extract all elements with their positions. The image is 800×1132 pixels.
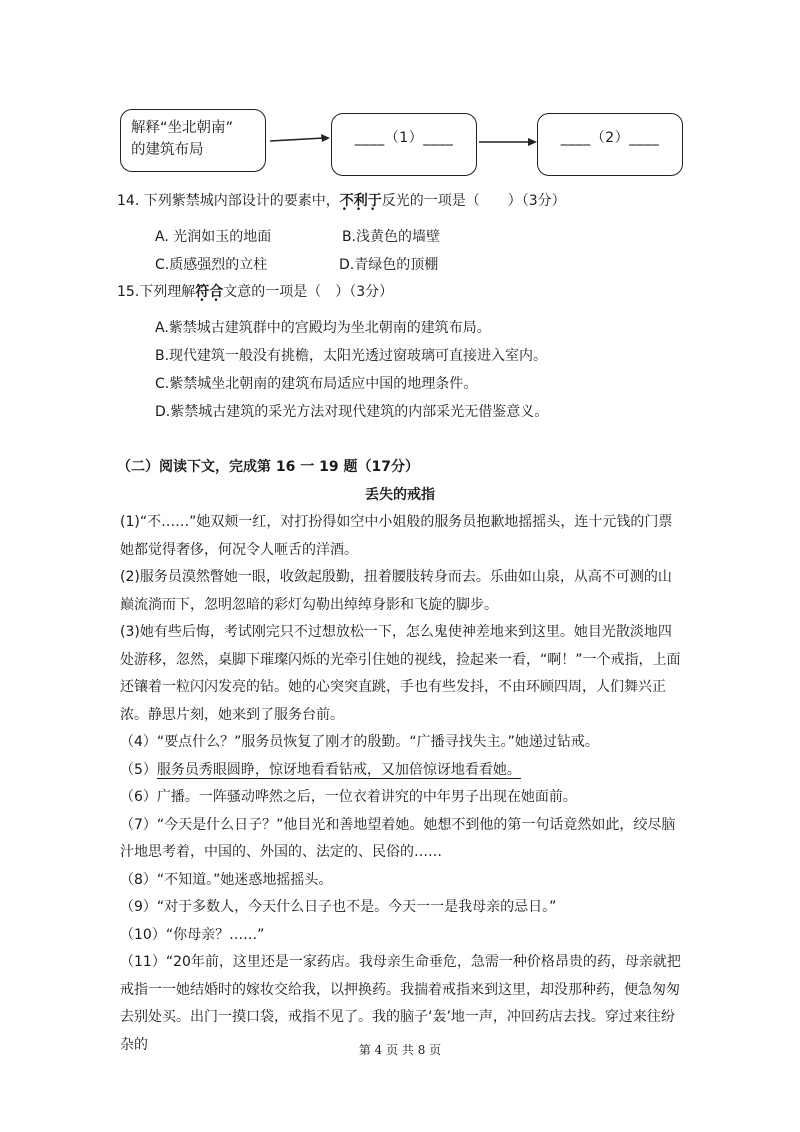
- q14-option-b: B.浅黄色的墙壁: [342, 229, 441, 245]
- flow-blank-2-text: ____（2）____: [560, 130, 660, 146]
- q14-option-d: D.青绿色的顶棚: [339, 257, 439, 273]
- paragraph-5-number: （5）: [120, 761, 157, 778]
- paragraph-10: （10）“你母亲？……”: [120, 926, 265, 943]
- paragraph-4: （4）“要点什么？”服务员恢复了刚才的殷勤。“广播寻找失主。”她递过钻戒。: [120, 734, 599, 750]
- q15-option-b: B.现代建筑一般没有挑檐，太阳光透过窗玻璃可直接进入室内。: [155, 348, 548, 364]
- page-footer: 第 4 页 共 8 页: [358, 1043, 442, 1057]
- paragraph-9: （9）“对于多数人，今天什么日子也不是。今天一一是我母亲的忌日。”: [120, 899, 557, 915]
- paragraph-5-underlined: 服务员秀眼圆睁，惊讶地看看钻戒，又加倍惊讶地看看她。: [156, 761, 521, 778]
- flow-box-blank-1: [331, 113, 477, 176]
- question-14: [117, 190, 566, 210]
- flow-box-blank-2: [537, 113, 683, 176]
- paragraph-11: （11）“20年前，这里还是一家药店。我母亲生命垂危，急需一种价格昂贵的药，母亲就把戒指一一她结婚时的嫁妆交给我，以押换药。我揣着戒指来到这里，却没那种药，便急匆匆去别处买。出门一摸口袋，戒指不见了。我的脑子‘轰’地一声，冲回药店去找。穿过来往纷杂的: [120, 954, 681, 1053]
- paragraph-5: [120, 757, 683, 785]
- q15-option-a: A.紫禁城古建筑群中的宫殿均为坐北朝南的建筑布局。: [155, 320, 491, 336]
- flowchart: [0, 0, 800, 190]
- question-15-suffix: 文意的一项是（ ）（3分）: [223, 284, 394, 300]
- paragraph-3: (3)她有些后悔，考试刚完只不过想放松一下，怎么鬼使神差地来到这里。她目光散淡地四处游移，忽然，桌脚下璀璨闪烁的光牵引住她的视线，捡起来一看，“啊！”一个戒指，上面还镶着一粒闪闪发亮的钻。她的心突突直跳，手也有些发抖，不由环顾四周，人们舞兴正浓。静思片刻，她来到了服务台前。: [120, 624, 681, 723]
- paragraph-8: （8）“不知道。”她迷惑地摇摇头。: [120, 871, 333, 888]
- paragraph-7: （7）“今天是什么日子？”他目光和善地望着她。她想不到他的第一句话竟然如此，绞尽脑汁地思考着，中国的、外国的、法定的、民俗的……: [120, 816, 676, 860]
- q14-option-c: C.质感强烈的立柱: [155, 257, 268, 273]
- q15-option-c: C.紫禁城坐北朝南的建筑布局适应中国的地理条件。: [155, 376, 478, 392]
- paragraph-1: (1)“不……”她双颊一红，对打扮得如空中小姐般的服务员抱歉地摇摇头，连十元钱的门票她都觉得奢侈，何况令人咂舌的洋酒。: [120, 514, 673, 558]
- question-14-emphasis: 不利于 • • •: [340, 190, 382, 210]
- paragraph-2: (2)服务员漠然瞥她一眼，收敛起殷勤，扭着腰肢转身而去。乐曲如山泉，从高不可测的山巅流淌而下，忽明忽暗的彩灯勾勒出绰绰身影和飞旋的脚步。: [120, 569, 672, 613]
- flow-box-explain-line2: 的建筑布局: [131, 142, 204, 158]
- flow-arrow-2: [477, 137, 539, 149]
- question-14-suffix: 反光的一项是（ ）（3分）: [381, 193, 566, 209]
- question-15-prefix: 15.下列理解: [117, 284, 196, 300]
- flow-box-explain: [120, 109, 266, 172]
- flow-arrow-1: [266, 133, 332, 147]
- question-15: [117, 281, 393, 301]
- flow-blank-1-text: ____（1）____: [354, 130, 454, 146]
- question-14-prefix: 14. 下列紫禁城内部设计的要素中，: [117, 193, 340, 209]
- paragraph-6: （6）广播。一阵骚动哗然之后，一位衣着讲究的中年男子出现在她面前。: [120, 789, 577, 805]
- section-heading: （二）阅读下文，完成第 16 一 19 题（17分）: [117, 459, 419, 475]
- flow-box-explain-line1: 解释“坐北朝南”: [131, 120, 234, 136]
- article-body: [120, 509, 683, 1059]
- q15-option-d: D.紫禁城古建筑的采光方法对现代建筑的内部采光无借鉴意义。: [155, 404, 549, 420]
- q14-option-a: A. 光润如玉的地面: [155, 229, 272, 245]
- question-15-emphasis: 符合 • •: [195, 281, 223, 301]
- article-title: 丢失的戒指: [365, 487, 435, 503]
